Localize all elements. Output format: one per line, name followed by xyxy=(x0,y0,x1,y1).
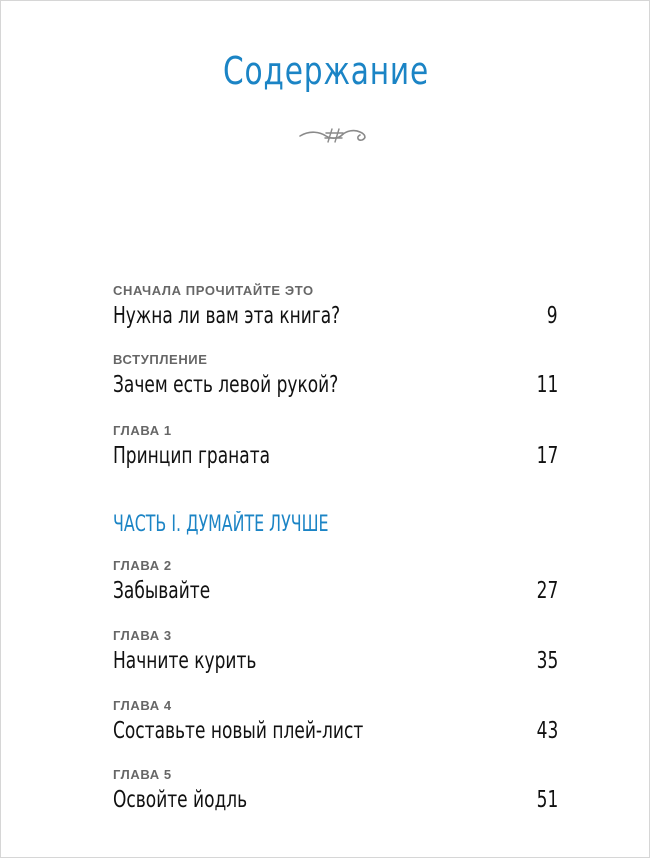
entry-title: Освойте йодль xyxy=(113,787,248,813)
entry-page-number: 27 xyxy=(536,578,558,604)
entry-title: Забывайте xyxy=(113,578,211,604)
toc-entry-chapter-1[interactable] xyxy=(113,423,558,471)
entry-title: Начните курить xyxy=(113,648,257,674)
entry-label: ГЛАВА 3 xyxy=(113,628,172,643)
entry-page-number: 43 xyxy=(536,718,558,744)
entry-label: СНАЧАЛА ПРОЧИТАЙТЕ ЭТО xyxy=(113,283,314,298)
toc-entry-read-first[interactable] xyxy=(113,283,558,331)
toc-entry-chapter-5[interactable] xyxy=(113,767,558,815)
toc-entry-chapter-3[interactable] xyxy=(113,628,558,676)
entry-label: ГЛАВА 4 xyxy=(113,698,172,713)
flourish-divider-icon xyxy=(298,123,374,147)
entry-title: Принцип граната xyxy=(113,443,271,469)
entry-page-number: 11 xyxy=(536,372,558,398)
entry-page-number: 51 xyxy=(536,787,558,813)
entry-page-number: 35 xyxy=(536,648,558,674)
entry-page-number: 9 xyxy=(547,303,558,329)
entry-title: Нужна ли вам эта книга? xyxy=(113,303,341,329)
entry-label: ГЛАВА 1 xyxy=(113,423,172,438)
toc-entry-chapter-4[interactable] xyxy=(113,698,558,746)
page-title: Содержание xyxy=(223,49,429,93)
toc-entry-chapter-2[interactable] xyxy=(113,558,558,606)
toc-entry-introduction[interactable] xyxy=(113,352,558,400)
entry-page-number: 17 xyxy=(536,443,558,469)
entry-title: Зачем есть левой рукой? xyxy=(113,372,339,398)
entry-title: Составьте новый плей-лист xyxy=(113,718,364,744)
part-heading[interactable]: ЧАСТЬ I. ДУМАЙТЕ ЛУЧШЕ xyxy=(113,512,329,537)
entry-label: ВСТУПЛЕНИЕ xyxy=(113,352,208,367)
entry-label: ГЛАВА 5 xyxy=(113,767,172,782)
entry-label: ГЛАВА 2 xyxy=(113,558,172,573)
